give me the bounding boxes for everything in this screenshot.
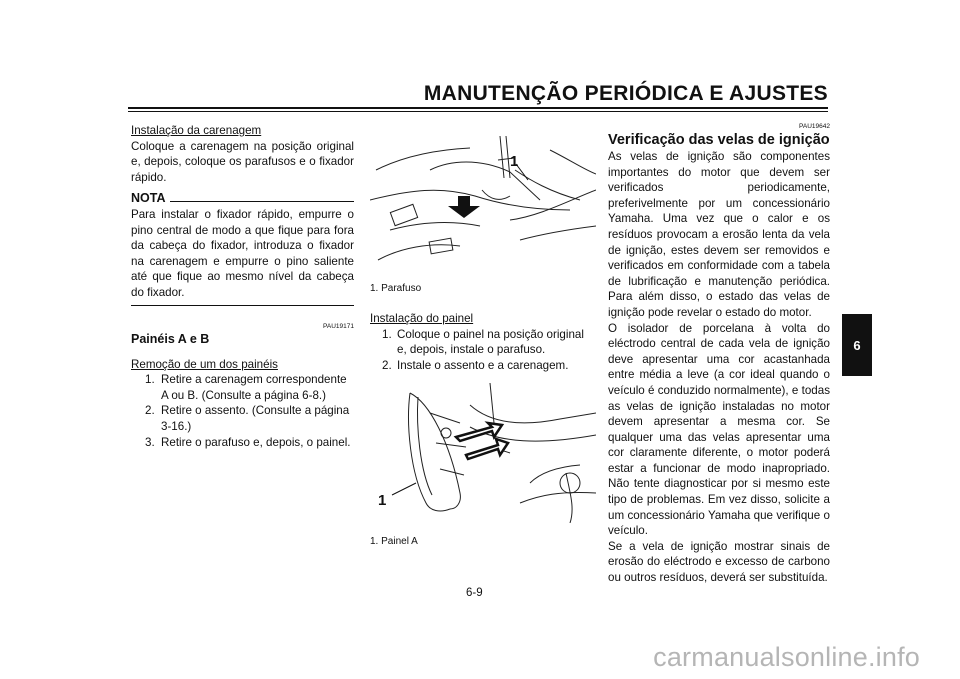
column-left [131, 123, 354, 450]
page-title: MANUTENÇÃO PERIÓDICA E AJUSTES [423, 82, 828, 105]
list-item: 1. Coloque o painel na posição original e, depois, instale o parafuso. [382, 327, 584, 357]
section-code: PAU19642 [799, 123, 830, 130]
list-item: 3. Retire o parafuso e, depois, o painel. [145, 435, 351, 449]
header-rule-thin [128, 111, 828, 112]
watermark: carmanualsonline.info [653, 642, 920, 672]
list-item: 2. Instale o assento e a carenagem. [382, 358, 569, 372]
spark-plug-heading: Verificação das velas de ignição [608, 132, 830, 148]
chapter-tab: 6 [842, 314, 872, 376]
column-right [608, 123, 830, 586]
figure-bolt [370, 130, 596, 274]
list-item: 1. Retire a carenagem correspondente A ou B. (Consulte a página 6-8.) [145, 373, 347, 402]
fig1-caption: 1. Parafuso [370, 283, 422, 294]
remove-panel-heading: Remoção de um dos painéis [131, 357, 278, 371]
install-panel-heading: Instalação do painel [370, 312, 474, 325]
remove-steps-list [131, 372, 354, 450]
panels-heading: Painéis A e B [131, 331, 210, 346]
nota-text: Para instalar o fixador rápido, empurre o pino central de modo a que fique para fora da cabeça do fixador, introduza o fixador na carenagem e empurre o pino saliente até que fique ao mesmo nível da cabeça do fixador. [131, 207, 354, 299]
nota-header [131, 191, 354, 207]
header-rule [128, 107, 828, 109]
nota-end-rule [131, 305, 354, 306]
nota-label: NOTA [131, 191, 166, 206]
motorcycle-bolt-illustration [370, 130, 596, 274]
nota-divider [170, 201, 355, 202]
page-number: 6-9 [466, 587, 483, 599]
install-cowling-text: Coloque a carenagem na posição original e, depois, coloque os parafusos e o fixador rápido. [131, 139, 354, 184]
install-cowling-heading: Instalação da carenagem [131, 124, 262, 137]
spark-plug-para-1: As velas de ignição são componentes importantes do motor que devem ser verificados periodicamente, preferivelmente por um concessionário Yamaha. Uma vez que o calor e os resíduos provocam a erosão lenta da vela de ignição, estes devem ser removidos e verificados em conformidade com a tabela de lubrificação e manutenção periódica. Para além disso, o estado das velas de ignição pode revelar o estado do motor. [608, 150, 830, 319]
fig2-callout: 1 [378, 492, 387, 510]
column-middle [370, 130, 596, 548]
spark-plug-para-2: O isolador de porcelana à volta do eléctrodo central de cada vela de ignição deve apresentar uma cor acastanhada entre média a leve (a cor ideal quando o veículo é conduzido normalmente), e todas as velas de ignição instaladas no motor devem apresentar a mesma cor. Se qualquer uma das velas apresentar uma cor claramente diferente, o motor poderá estar a funcionar de modo inapropriado. Não tente diagnosticar por si mesmo este tipo de problemas. Em vez disso, solicite a um concessionário Yamaha que verifique o veículo. [608, 321, 830, 538]
motorcycle-panel-illustration [370, 383, 596, 523]
list-item: 2. Retire o assento. (Consulte a página 3-16.) [145, 404, 350, 433]
section-code: PAU19171 [323, 322, 354, 330]
fig1-callout: 1 [510, 153, 519, 170]
spark-plug-para-3: Se a vela de ignição mostrar sinais de erosão do eléctrodo e excesso de carbono ou outros resíduos, deverá ser substituída. [608, 539, 830, 585]
fig2-caption: 1. Painel A [370, 536, 418, 548]
install-steps-list [370, 327, 596, 374]
figure-panel [370, 383, 596, 523]
